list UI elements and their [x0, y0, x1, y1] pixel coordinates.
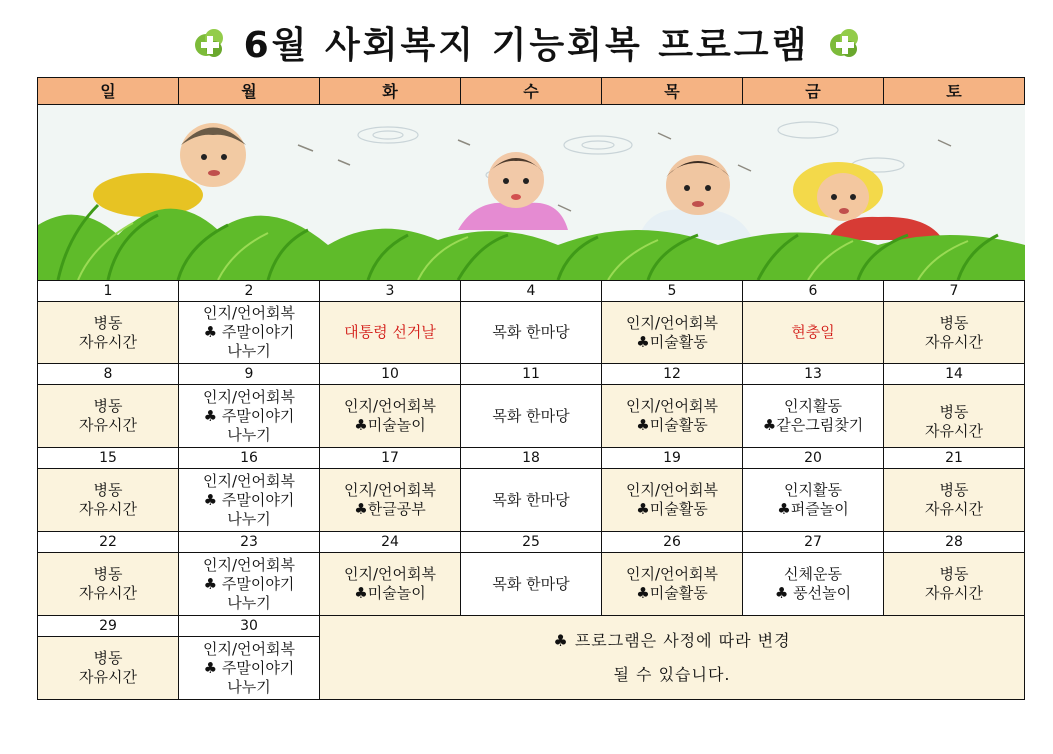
program-row — [38, 385, 1025, 448]
program-cell: 인지/언어회복 ♣미술놀이 — [320, 385, 461, 448]
program-cell: 인지/언어회복 ♣미술활동 — [602, 385, 743, 448]
date-cell: 30 — [179, 616, 320, 637]
weekday-header: 화 — [320, 78, 461, 105]
program-cell: 병동 자유시간 — [884, 553, 1025, 616]
program-cell: 인지/언어회복 ♣ 주말이야기 나누기 — [179, 469, 320, 532]
holiday-label: 현충일 — [791, 323, 835, 341]
program-cell: 인지/언어회복 ♣ 주말이야기 나누기 — [179, 553, 320, 616]
program-cell — [743, 302, 884, 364]
program-cell: 인지/언어회복 ♣미술활동 — [602, 302, 743, 364]
date-cell: 21 — [884, 448, 1025, 469]
date-cell: 6 — [743, 281, 884, 302]
date-row — [38, 616, 1025, 637]
program-row — [38, 553, 1025, 616]
page-title: 6월 사회복지 기능회복 프로그램 — [243, 24, 810, 66]
program-cell: 목화 한마당 — [461, 385, 602, 448]
date-cell: 19 — [602, 448, 743, 469]
date-cell: 3 — [320, 281, 461, 302]
children-in-grass-illustration — [38, 105, 1025, 280]
program-cell: 병동 자유시간 — [884, 385, 1025, 448]
date-cell: 29 — [38, 616, 179, 637]
program-cell: 병동 자유시간 — [884, 469, 1025, 532]
date-row — [38, 532, 1025, 553]
date-row — [38, 448, 1025, 469]
date-cell: 15 — [38, 448, 179, 469]
banner-row — [38, 105, 1025, 281]
date-row — [38, 281, 1025, 302]
program-cell: 인지/언어회복 ♣한글공부 — [320, 469, 461, 532]
notice-line: 될 수 있습니다. — [613, 664, 731, 684]
notice-cell — [320, 616, 1025, 700]
program-cell: 인지/언어회복 ♣ 주말이야기 나누기 — [179, 302, 320, 364]
weekday-header: 일 — [38, 78, 179, 105]
date-cell: 2 — [179, 281, 320, 302]
date-cell: 27 — [743, 532, 884, 553]
date-cell: 9 — [179, 364, 320, 385]
date-cell: 5 — [602, 281, 743, 302]
program-cell — [320, 302, 461, 364]
program-row — [38, 302, 1025, 364]
green-plus-icon — [827, 25, 861, 59]
date-cell: 24 — [320, 532, 461, 553]
program-cell: 인지활동 ♣퍼즐놀이 — [743, 469, 884, 532]
weekday-header-row — [38, 78, 1025, 105]
weekday-header: 목 — [602, 78, 743, 105]
date-cell: 17 — [320, 448, 461, 469]
weekday-header: 토 — [884, 78, 1025, 105]
program-cell: 인지/언어회복 ♣미술놀이 — [320, 553, 461, 616]
program-cell: 인지/언어회복 ♣미술활동 — [602, 469, 743, 532]
banner-illustration — [38, 105, 1025, 281]
date-cell: 11 — [461, 364, 602, 385]
green-plus-icon — [192, 25, 226, 59]
date-cell: 18 — [461, 448, 602, 469]
weekday-header: 월 — [179, 78, 320, 105]
program-cell: 목화 한마당 — [461, 302, 602, 364]
date-cell: 20 — [743, 448, 884, 469]
title-bar — [0, 14, 1053, 70]
program-row — [38, 469, 1025, 532]
program-cell: 신체운동 ♣ 풍선놀이 — [743, 553, 884, 616]
date-cell: 16 — [179, 448, 320, 469]
date-cell: 8 — [38, 364, 179, 385]
date-cell: 28 — [884, 532, 1025, 553]
date-cell: 23 — [179, 532, 320, 553]
date-cell: 10 — [320, 364, 461, 385]
notice-line: ♣ 프로그램은 사정에 따라 변경 — [553, 630, 791, 650]
program-cell: 인지/언어회복 ♣미술활동 — [602, 553, 743, 616]
date-cell: 26 — [602, 532, 743, 553]
program-cell: 인지/언어회복 ♣ 주말이야기 나누기 — [179, 637, 320, 700]
program-cell: 인지활동 ♣같은그림찾기 — [743, 385, 884, 448]
date-cell: 25 — [461, 532, 602, 553]
program-cell: 병동 자유시간 — [38, 469, 179, 532]
date-cell: 4 — [461, 281, 602, 302]
program-cell: 목화 한마당 — [461, 553, 602, 616]
weekday-header: 수 — [461, 78, 602, 105]
program-cell: 인지/언어회복 ♣ 주말이야기 나누기 — [179, 385, 320, 448]
program-cell: 병동 자유시간 — [38, 553, 179, 616]
date-cell: 22 — [38, 532, 179, 553]
program-cell: 병동 자유시간 — [38, 637, 179, 700]
program-cell: 병동 자유시간 — [38, 385, 179, 448]
holiday-label: 대통령 선거날 — [344, 323, 436, 341]
calendar-table — [37, 77, 1025, 700]
program-cell: 목화 한마당 — [461, 469, 602, 532]
program-cell: 병동 자유시간 — [884, 302, 1025, 364]
date-cell: 13 — [743, 364, 884, 385]
date-cell: 14 — [884, 364, 1025, 385]
date-cell: 7 — [884, 281, 1025, 302]
date-cell: 1 — [38, 281, 179, 302]
date-cell: 12 — [602, 364, 743, 385]
program-cell: 병동 자유시간 — [38, 302, 179, 364]
weekday-header: 금 — [743, 78, 884, 105]
date-row — [38, 364, 1025, 385]
